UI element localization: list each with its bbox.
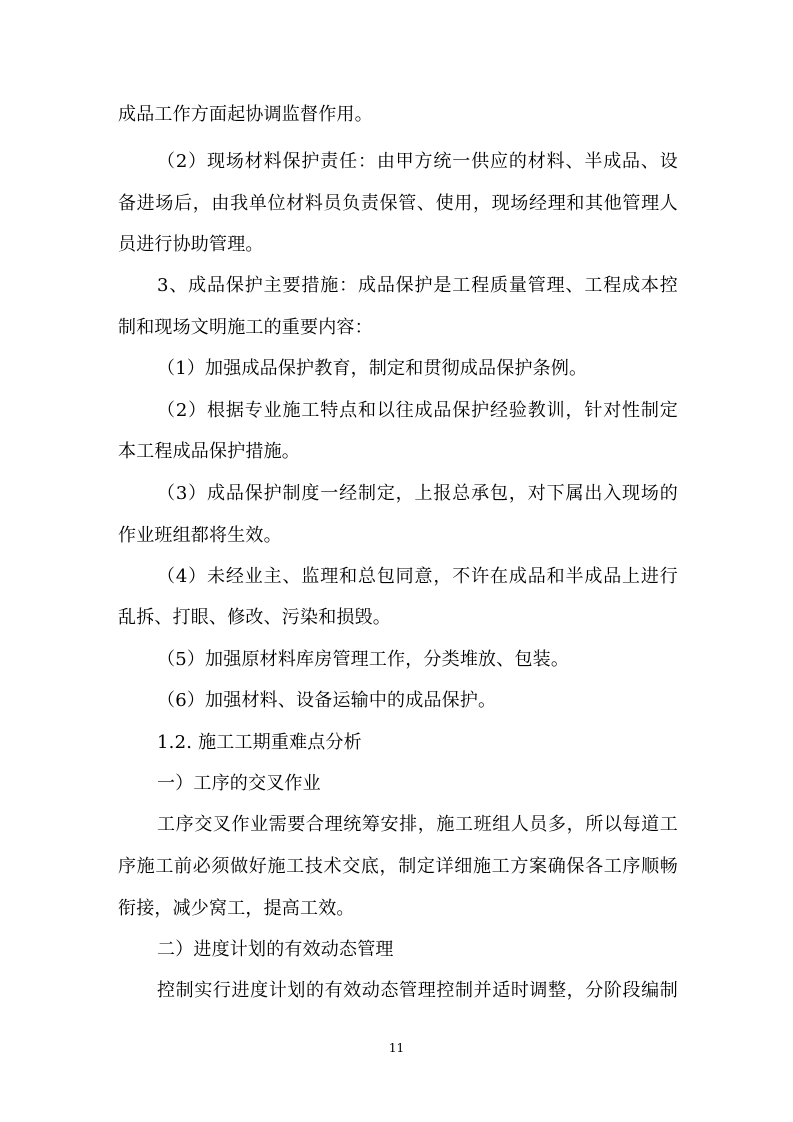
paragraph-line: 本工程成品保护措施。 [118,441,300,462]
paragraph-line: （2）根据专业施工特点和以往成品保护经验教训，针对性制定 [157,400,678,421]
paragraph-line: （1）加强成品保护教育，制定和贯彻成品保护条例。 [157,358,588,379]
paragraph-line: 序施工前必须做好施工技术交底，制定详细施工方案确保各工序顺畅 [118,856,678,877]
page-number: 11 [388,1041,405,1055]
paragraph-line: 控制实行进度计划的有效动态管理控制并适时调整，分阶段编制 [157,980,678,1001]
paragraph-line: （4）未经业主、监理和总包同意，不许在成品和半成品上进行 [157,566,678,587]
paragraph-line: 作业班组都将生效。 [118,525,282,546]
paragraph-line: 衔接，减少窝工，提高工效。 [118,898,355,919]
subsection-heading: 二）进度计划的有效动态管理 [157,939,394,960]
subsection-heading: 一）工序的交叉作业 [157,773,321,794]
paragraph-line: 备进场后，由我单位材料员负责保管、使用，现场经理和其他管理人 [118,193,678,214]
paragraph-line: 员进行协助管理。 [118,234,264,255]
paragraph-line: （5）加强原材料库房管理工作，分类堆放、包装。 [157,649,570,670]
section-heading: 1.2. 施工工期重难点分析 [157,732,362,753]
paragraph-line: 3、成品保护主要措施：成品保护是工程质量管理、工程成本控 [157,275,678,296]
paragraph-line: 制和现场文明施工的重要内容： [118,317,373,338]
paragraph-line: （2）现场材料保护责任：由甲方统一供应的材料、半成品、设 [157,151,678,172]
paragraph-line: 工序交叉作业需要合理统筹安排，施工班组人员多，所以每道工 [157,814,678,835]
paragraph-line: （6）加强材料、设备运输中的成品保护。 [157,690,497,711]
paragraph-line: 乱拆、打眼、修改、污染和损毁。 [118,607,391,628]
paragraph-line: 成品工作方面起协调监督作用。 [118,104,373,125]
paragraph-line: （3）成品保护制度一经制定，上报总承包，对下属出入现场的 [157,483,678,504]
